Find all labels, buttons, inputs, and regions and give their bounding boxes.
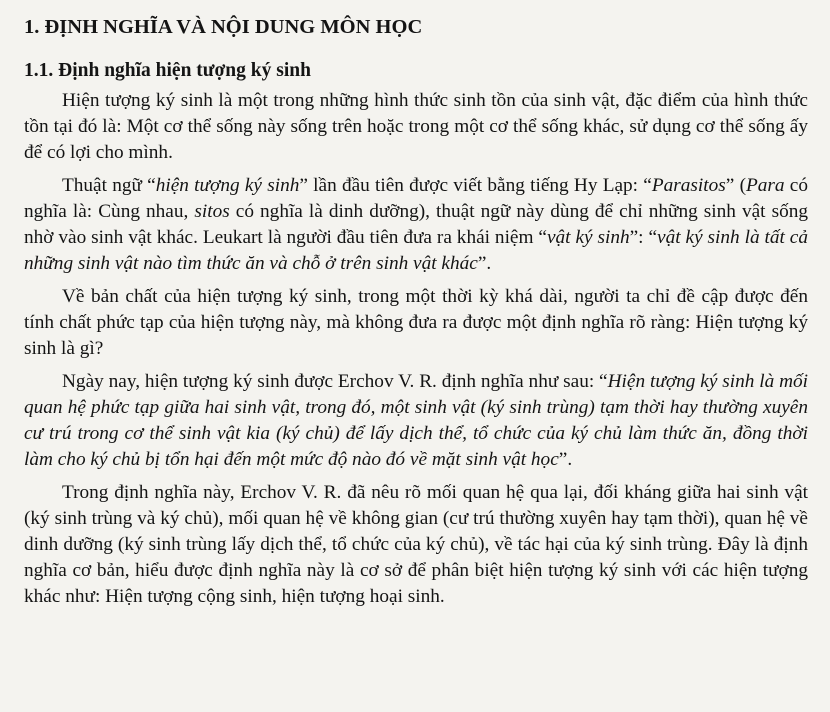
italic-run: vật ký sinh [546, 227, 630, 248]
text-run: ” ( [725, 175, 746, 196]
paragraph-1 [24, 88, 808, 166]
italic-run: Para [746, 175, 785, 196]
paragraph-5 [24, 480, 808, 610]
italic-run: Hiện tượng ký sinh là mối quan hệ phức tạp giữa hai sinh vật, trong đó, một sinh vật (ký sinh trùng) tạm thời hay thường xuyên cư trú trong cơ thể sinh vật kia (ký chủ) để lấy dịch thể, tổ chức của ký chủ làm thức ăn, đồng thời làm cho ký chủ bị tổn hại đến một mức độ nào đó về mặt sinh vật học [24, 371, 809, 470]
paragraph-3 [24, 284, 808, 362]
text-run: ”. [477, 253, 492, 274]
italic-run: Parasitos [651, 175, 726, 196]
text-run: có nghĩa là: Cùng nhau, [24, 175, 808, 222]
paragraph-2 [24, 173, 808, 277]
text-run: Thuật ngữ “ [62, 175, 156, 196]
italic-run: sitos [194, 201, 230, 222]
text-run: ” lần đầu tiên được viết bằng tiếng Hy Lạp: “ [299, 175, 652, 196]
italic-run: vật ký sinh là tất cả những sinh vật nào tìm thức ăn và chỗ ở trên sinh vật khác [24, 227, 808, 274]
text-run: ”. [558, 449, 573, 470]
text-run: ”: “ [629, 227, 658, 248]
body-text [24, 88, 808, 610]
text-run: Về bản chất của hiện tượng ký sinh, trong một thời kỳ khá dài, người ta chỉ đề cập được đến tính chất phức tạp của hiện tượng này, mà không đưa ra được một định nghĩa rõ ràng: Hiện tượng ký sinh là gì? [24, 286, 808, 359]
section-title: 1. ĐỊNH NGHĨA VÀ NỘI DUNG MÔN HỌC [24, 16, 423, 38]
italic-run: hiện tượng ký sinh [155, 175, 300, 196]
text-run: Trong định nghĩa này, Erchov V. R. đã nêu rõ mối quan hệ qua lại, đối kháng giữa hai sinh vật (ký sinh trùng và ký chủ), mối quan hệ về không gian (cư trú thường xuyên hay tạm thời), quan hệ về dinh dưỡng (ký sinh trùng lấy dịch thể, tổ chức của ký chủ), về tác hại của ký sinh trùng. Đây là định nghĩa cơ bản, hiểu được định nghĩa này là cơ sở để phân biệt hiện tượng ký sinh với các hiện tượng khác như: Hiện tượng cộng sinh, hiện tượng hoại sinh. [24, 482, 808, 607]
subsection-title: 1.1. Định nghĩa hiện tượng ký sinh [24, 60, 311, 81]
text-run: có nghĩa là dinh dưỡng), thuật ngữ này dùng để chỉ những sinh vật sống nhờ vào sinh vật khác. Leukart là người đầu tiên đưa ra khái niệm “ [24, 201, 808, 248]
text-run: Ngày nay, hiện tượng ký sinh được Erchov V. R. định nghĩa như sau: “ [62, 371, 608, 392]
paragraph-4 [24, 369, 808, 473]
text-run: Hiện tượng ký sinh là một trong những hình thức sinh tồn của sinh vật, đặc điểm của hình thức tồn tại đó là: Một cơ thể sống này sống trên hoặc trong một cơ thể sống khác, sử dụng cơ thể sống ấy để có lợi cho mình. [24, 90, 808, 163]
